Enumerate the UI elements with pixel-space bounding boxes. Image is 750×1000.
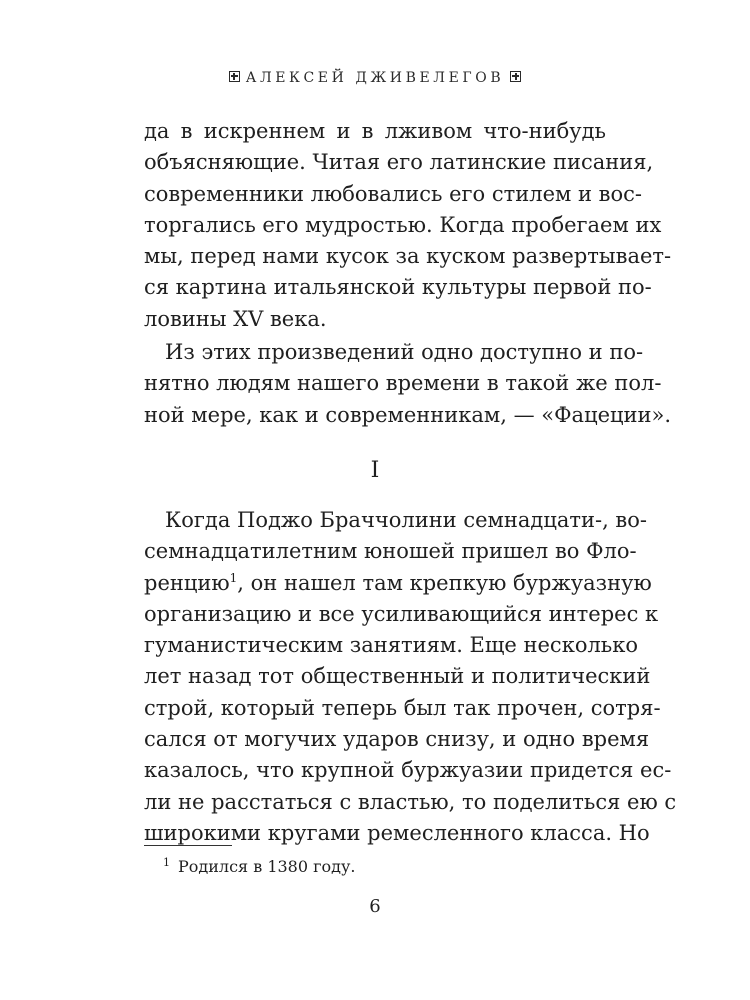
text-line: торгались его мудростью. Когда пробегаем их <box>144 212 662 237</box>
text-line: да в искреннем и в лживом что-нибудь <box>144 119 606 143</box>
text-line: нятно людям нашего времени в такой же пол- <box>144 371 662 396</box>
text-line: объясняющие. Читая его латинские писания, <box>144 150 654 175</box>
text-line: семнадцатилетним юношей пришел во Фло- <box>144 539 637 564</box>
text-fragment: , он нашел там крепкую буржуазную <box>237 570 652 595</box>
paragraph-continued <box>144 116 672 335</box>
text-fragment: ренцию <box>144 570 230 595</box>
text-line: широкими кругами ремесленного класса. Но <box>144 820 650 845</box>
text-line: ли не расстаться с властью, то поделиться ею с <box>144 789 677 814</box>
text-line: современники любовались его стилем и вос- <box>144 181 643 206</box>
text-line: ся картина итальянской культуры первой по- <box>144 275 652 300</box>
paragraph-facetiae <box>144 337 672 431</box>
text-line: строй, который теперь был так прочен, сотря- <box>144 695 661 720</box>
footnote <box>163 855 355 879</box>
running-head <box>0 66 750 90</box>
text-line: Из этих произведений одно доступно и по- <box>165 340 644 364</box>
text-line: ной мере, как и современникам, — «Фацеции». <box>144 402 672 427</box>
text-line: мы, перед нами кусок за куском развертывает- <box>144 244 672 269</box>
text-line: организацию и все усиливающийся интерес к <box>144 601 659 626</box>
paragraph-poggio <box>144 505 677 849</box>
text-line: лет назад тот общественный и политический <box>144 664 651 689</box>
footnote-reference[interactable]: 1 <box>229 570 238 585</box>
ornament-left-icon <box>229 71 240 82</box>
text-line: казалось, что крупной буржуазии придется ес- <box>144 758 672 783</box>
text-line: Когда Поджо Браччолини семнадцати-, во- <box>165 508 647 532</box>
page-number: 6 <box>369 896 381 917</box>
text-line <box>144 568 652 599</box>
text-line: сался от могучих ударов снизу, и одно время <box>144 727 650 752</box>
footnote-number: 1 <box>163 855 170 869</box>
footnote-text: Родился в 1380 году. <box>178 857 356 876</box>
footnote-divider <box>144 845 232 846</box>
section-numeral: I <box>370 458 380 483</box>
running-title: АЛЕКСЕЙ ДЖИВЕЛЕГОВ <box>245 70 505 86</box>
text-line: гуманистическим занятиям. Еще несколько <box>144 633 639 658</box>
text-line: ловины XV века. <box>144 306 327 331</box>
ornament-right-icon <box>510 71 521 82</box>
